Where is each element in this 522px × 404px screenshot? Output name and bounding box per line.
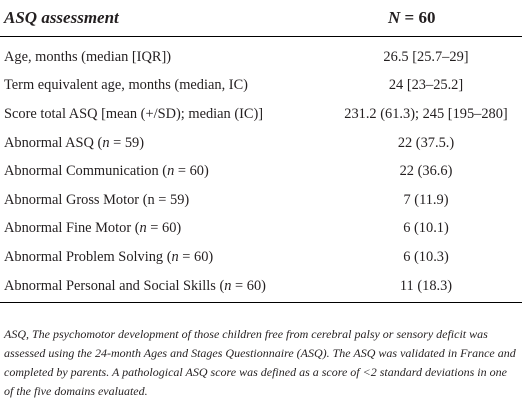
row-label: Score total ASQ [mean (+/SD); median (IC)]	[4, 105, 264, 122]
row-value: 7 (11.9)	[403, 191, 449, 208]
row-value: 26.5 [25.7–29]	[383, 48, 469, 65]
row-label: Abnormal ASQ (n = 59)	[4, 134, 145, 151]
table-row	[0, 215, 522, 244]
table-row	[0, 37, 522, 72]
table-row	[0, 72, 522, 101]
row-value: 6 (10.3)	[403, 248, 449, 265]
table-row	[0, 186, 522, 215]
table-row	[0, 100, 522, 129]
row-label: Abnormal Problem Solving (n = 60)	[4, 248, 214, 265]
header-asq-assessment: ASQ assessment	[0, 0, 330, 37]
row-label: Abnormal Fine Motor (n = 60)	[4, 220, 182, 237]
row-value: 6 (10.1)	[403, 220, 449, 237]
row-value: 22 (37.5.)	[397, 134, 455, 151]
row-value: 24 [23–25.2]	[388, 77, 464, 94]
table-row	[0, 157, 522, 186]
row-label: Abnormal Personal and Social Skills (n = 60)	[0, 272, 330, 303]
row-label: Abnormal Gross Motor (n = 59)	[4, 191, 190, 208]
row-label: Age, months (median [IQR])	[4, 48, 172, 65]
row-label: Abnormal Communication (n = 60)	[4, 163, 209, 180]
table-row	[0, 243, 522, 272]
header-n: N = 60	[330, 0, 522, 37]
table-footnote: ASQ, The psychomotor development of those children free from cerebral palsy or sensory deficit was assessed using the 24-month Ages and Stages Questionnaire (ASQ). The ASQ was validated in France and completed by parents. A pathological ASQ score was defined as a score of <2 standard deviations in one of the five domains evaluated.	[4, 327, 516, 398]
table-header-row	[0, 0, 522, 37]
row-label: Term equivalent age, months (median, IC)	[4, 77, 248, 94]
table-row	[0, 129, 522, 158]
table-row	[0, 272, 522, 303]
row-value: 11 (18.3)	[330, 272, 522, 303]
row-value: 231.2 (61.3); 245 [195–280]	[344, 105, 508, 122]
row-value: 22 (36.6)	[399, 163, 453, 180]
